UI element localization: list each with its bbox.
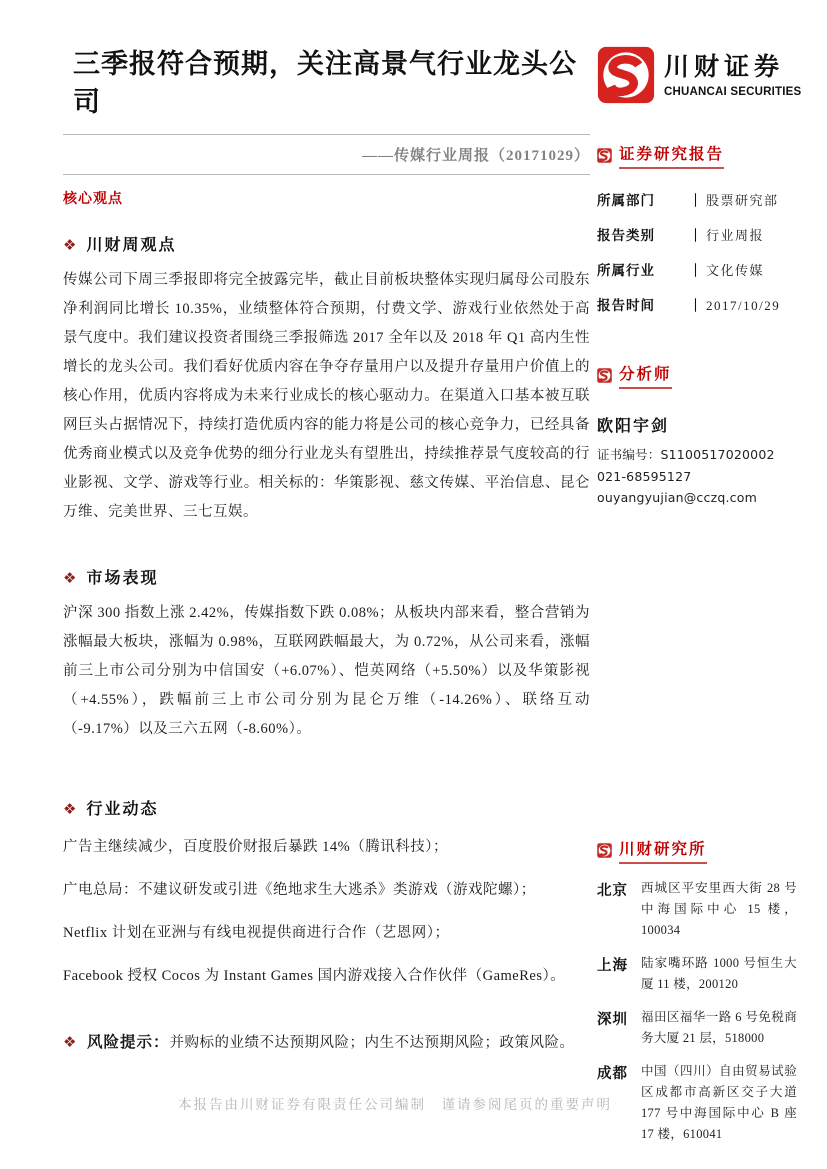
chuancai-mini-logo-icon: [597, 843, 612, 858]
market-performance-paragraph: 沪深 300 指数上涨 2.42%，传媒指数下跌 0.08%；从板块内部来看，整合营销为涨幅最大板块，涨幅为 0.98%，互联网跌幅最大，为 0.72%，从公司来看，涨幅前三上市公司分别为中信国安（+6.07%）、恺英网络（+5.50%）以及华策影视（+4.55%），跌幅前三上市公司分别为昆仑万维（-14.26%）、联络互动（-9.17%）以及三六五网（-8.60%）。: [63, 604, 590, 737]
info-label: 报告类别: [597, 228, 655, 243]
section-title: 行业动态: [86, 800, 159, 818]
report-subtitle: ——传媒行业周报（20171029）: [361, 147, 590, 164]
office-address: 福田区福华一路 6 号免税商务大厦 21 层，518000: [641, 1010, 797, 1045]
report-info-rows: [597, 189, 797, 314]
office-city: 北京: [597, 883, 628, 899]
page-title: 三季报符合预期，关注高景气行业龙头公司: [73, 49, 577, 117]
industry-news-item: 广告主继续减少，百度股价财报后暴跌 14%（腾讯科技）；: [63, 838, 448, 855]
pipe-separator: ｜: [689, 263, 703, 278]
risk-warning-text: 并购标的业绩不达预期风险；内生不达预期风险；政策风险。: [169, 1034, 575, 1051]
diamond-bullet-icon: ❖: [63, 1032, 77, 1051]
info-label: 所属部门: [597, 193, 655, 208]
brand-name-en: CHUANCAI SECURITIES: [664, 85, 802, 98]
office-address: 西城区平安里西大街 28 号中海国际中心 15 楼，100034: [641, 881, 797, 937]
chuancai-mini-logo-icon: [597, 368, 612, 383]
office-row-shenzhen: [597, 1007, 797, 1049]
info-label: 报告时间: [597, 298, 655, 313]
office-city: 深圳: [597, 1012, 628, 1028]
footer-disclaimer: 本报告由川财证券有限责任公司编制 谨请参阅尾页的重要声明: [178, 1097, 612, 1112]
brand-block: [597, 46, 802, 104]
industry-news-item: Netflix 计划在亚洲与有线电视提供商进行合作（艺恩网）；: [63, 924, 450, 941]
diamond-bullet-icon: ❖: [63, 235, 77, 254]
title-divider: [63, 134, 590, 135]
office-row-shanghai: [597, 953, 797, 995]
core-view-label: 核心观点: [63, 191, 123, 207]
office-row-beijing: [597, 878, 797, 941]
analyst-block: [597, 362, 797, 505]
subtitle-divider: [63, 174, 590, 175]
section-risk-warning: [63, 1029, 590, 1056]
pipe-separator: ｜: [689, 193, 703, 208]
report-info-block: [597, 142, 797, 314]
info-value: 2017/10/29: [706, 298, 781, 313]
weekly-view-paragraph: 传媒公司下周三季报即将完全披露完毕，截止目前板块整体实现归属母公司股东净利润同比增长 10.35%，业绩整体符合预期，付费文学、游戏行业依然处于高景气度中。我们建议投资者围绕三季报筛选 2017 全年以及 2018 年 Q1 高内生性增长的龙头公司。我们看好优质内容在争夺存量用户以及提升存量用户价值上的核心作用，优质内容将成为未来行业成长的核心驱动力。在渠道入口基本被互联网巨头占据情况下，持续打造优质内容的能力将是公司的核心竞争力，已经具备优秀商业模式以及竞争优势的细分行业龙头有望胜出，持续推荐景气度较高的行业影视、文学、游戏等行业。相关标的：华策影视、慈文传媒、平治信息、昆仑万维、完美世界、三七互娱。: [63, 271, 590, 520]
report-info-heading: [597, 142, 797, 169]
industry-news-item: 广电总局：不建议研发或引进《绝地求生大逃杀》类游戏（游戏陀螺）；: [63, 881, 536, 898]
diamond-bullet-icon: ❖: [63, 568, 77, 587]
brand-text: [664, 46, 801, 98]
office-city: 上海: [597, 958, 628, 974]
brand-name-cn: 川财证券: [664, 54, 785, 81]
diamond-bullet-icon: ❖: [63, 799, 77, 818]
info-row-industry: [597, 259, 797, 279]
chuancai-mini-logo-icon: [597, 148, 612, 163]
info-value: 文化传媒: [706, 263, 765, 278]
analyst-name: 欧阳宇剑: [597, 418, 670, 435]
analyst-email: ouyangyujian@cczq.com: [597, 490, 757, 505]
info-value: 股票研究部: [706, 193, 779, 208]
info-row-category: [597, 224, 797, 244]
sidebar: [597, 46, 802, 1157]
office-city: 成都: [597, 1066, 628, 1082]
office-address: 中国（四川）自由贸易试验区成都市高新区交子大道 177 号中海国际中心 B 座 17 楼，610041: [641, 1064, 797, 1141]
section-industry-news: [63, 796, 590, 819]
analyst-heading: [597, 362, 797, 389]
info-label: 所属行业: [597, 263, 655, 278]
pipe-separator: ｜: [689, 228, 703, 243]
report-info-title: 证券研究报告: [619, 142, 724, 169]
pipe-separator: ｜: [689, 298, 703, 313]
analyst-certificate: 证书编号：S1100517020002: [597, 447, 775, 462]
chuancai-logo-icon: [597, 46, 655, 104]
info-row-department: [597, 189, 797, 209]
analyst-title: 分析师: [619, 362, 672, 389]
section-market-performance: [63, 565, 590, 588]
industry-news-item: Facebook 授权 Cocos 为 Instant Games 国内游戏接入合作伙伴（GameRes）。: [63, 967, 566, 984]
institute-title: 川财研究所: [619, 837, 707, 864]
section-title: 川财周观点: [86, 236, 177, 254]
section-weekly-view: [63, 232, 590, 255]
risk-warning-label: 风险提示：: [86, 1033, 170, 1051]
institute-heading: [597, 837, 797, 864]
main-column: [63, 46, 590, 1157]
info-value: 行业周报: [706, 228, 765, 243]
info-row-date: [597, 294, 797, 314]
section-title: 市场表现: [86, 569, 159, 587]
office-address: 陆家嘴环路 1000 号恒生大厦 11 楼，200120: [641, 956, 797, 991]
analyst-phone: 021-68595127: [597, 469, 692, 484]
